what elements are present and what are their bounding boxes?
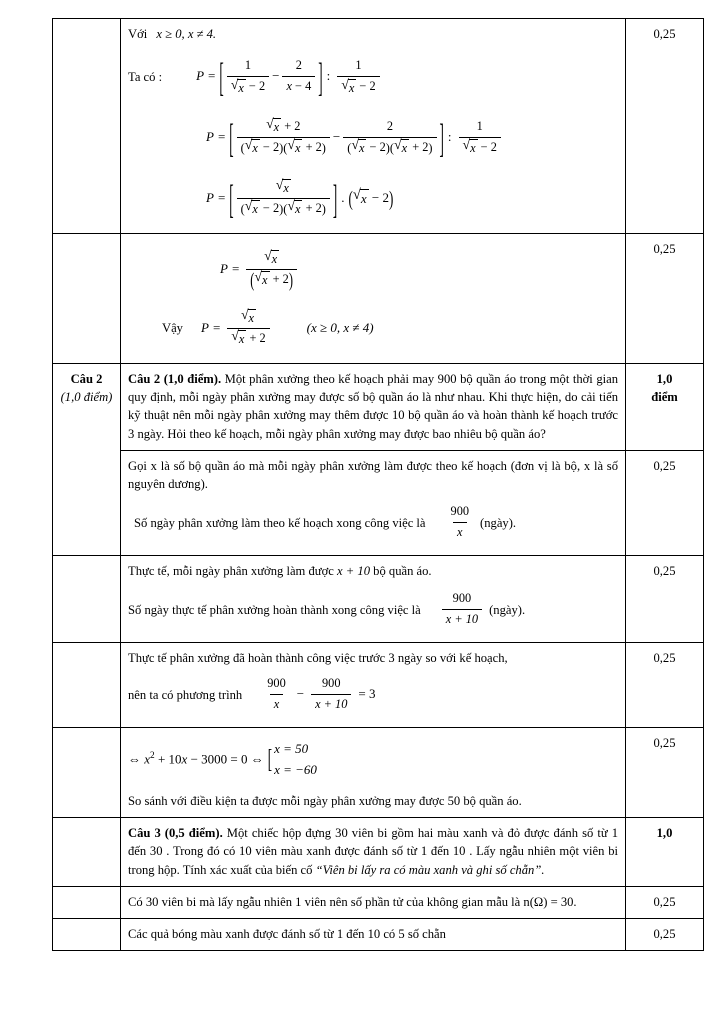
cau2-paragraph — [128, 370, 618, 443]
equation-5-condition: (x ≥ 0, x ≠ 4) — [306, 320, 374, 335]
row7-case-1: x = 50 — [274, 741, 309, 757]
row7-score-cell: 0,25 — [626, 728, 704, 818]
table-row — [53, 363, 704, 450]
row6-rhs: = 3 — [358, 686, 376, 702]
row6-eq-prefix: nên ta có phương trình — [128, 687, 243, 702]
row6-equation: nên ta có phương trình $\frac{900}{x}$ − $\frac{900}{x + 10}$ = 3 — [128, 675, 618, 714]
row4-score-cell: 0,25 — [626, 450, 704, 555]
answer-key-table — [52, 18, 704, 951]
table-row — [53, 728, 704, 818]
row4-line1: Gọi x là số bộ quần áo mà mỗi ngày phân xưởng làm được theo kế hoạch (đơn vị là bộ, x là số nguyên dương). — [128, 458, 618, 492]
table-row — [53, 556, 704, 643]
row5-body-cell — [121, 556, 626, 643]
row5-frac-num: 900 — [452, 591, 472, 606]
cau2-score-cell — [626, 363, 704, 450]
table-row — [53, 234, 704, 364]
row7-label-cell — [53, 728, 121, 818]
row6-frac2-den: x + 10 — [311, 694, 351, 714]
table-row — [53, 643, 704, 728]
row7-conclusion: So sánh với điều kiện ta được mỗi ngày phân xưởng may được 50 bộ quần áo. — [128, 793, 522, 808]
row6-body-cell — [121, 643, 626, 728]
row5-score-cell: 0,25 — [626, 556, 704, 643]
row4-line2-text: Số ngày phân xưởng làm theo kế hoạch xong công việc là — [134, 515, 426, 530]
table-row — [53, 19, 704, 234]
cau3-text-quote: “Viên bi lấy ra có màu xanh và ghi số chẵn”. — [315, 862, 545, 877]
row5-line2 — [128, 590, 618, 629]
cau2-label-cell — [53, 363, 121, 555]
cau3-label-cell — [53, 818, 121, 887]
row9-line1: Có 30 viên bi mà lấy ngẫu nhiên 1 viên nên số phần tử của không gian mẫu là n(Ω) = 30. — [128, 894, 577, 909]
row5-line2-unit: (ngày). — [489, 602, 526, 617]
row1-label-cell — [53, 19, 121, 234]
row7-eq-text: ⇔ $x^2 + 10x - 3000 = 0$ ⇔ — [128, 751, 264, 767]
cau3-body-cell — [121, 818, 626, 887]
condition-prefix: Với — [128, 27, 148, 41]
row4-frac-den: x — [453, 522, 466, 542]
table-row — [53, 919, 704, 951]
equation-4: P = √ x ( √ x + 2 ) — [128, 250, 618, 289]
row5-line2-text: Số ngày thực tế phân xưởng hoàn thành xong công việc là — [128, 602, 421, 617]
cau2-score-unit: điểm — [651, 390, 678, 405]
row6-frac2-num: 900 — [321, 676, 341, 691]
table-row — [53, 450, 704, 555]
row2-score-cell: 0,25 — [626, 234, 704, 364]
row5-label-cell — [53, 556, 121, 643]
condition-math: x ≥ 0, x ≠ 4. — [156, 27, 217, 41]
row9-body-cell — [121, 886, 626, 918]
row9-label-cell — [53, 886, 121, 918]
row6-frac1-den: x — [270, 694, 283, 714]
row10-score-cell: 0,25 — [626, 919, 704, 951]
equation-5: Vậy P = √ x √ x + 2 (x ≥ 0, x ≠ 4) — [162, 307, 374, 347]
cau2-body-cell — [121, 363, 626, 450]
cau2-text: Một phân xưởng theo kế hoạch phải may 900 bộ quần áo trong một thời gian quy định, mỗi ngày phân xưởng may được số bộ quần áo là như nhau. Khi thực hiện, do cải tiến kỹ thuật nên mỗi ngày phân xưởng may thêm được 10 bộ quần áo và hoàn thành kế hoạch trước 3 ngày. Hỏi theo kế hoạch, mỗi ngày phân xưởng may được bao nhiêu bộ quần áo? — [128, 371, 619, 441]
vay-label: Vậy — [162, 321, 183, 336]
row2-body-cell — [121, 234, 626, 364]
row4-line2 — [128, 503, 618, 542]
row10-body-cell — [121, 919, 626, 951]
row10-line1: Các quả bóng màu xanh được đánh số từ 1 đến 10 có 5 số chẵn — [128, 927, 446, 942]
row5-frac-den: x + 10 — [442, 609, 482, 629]
row10-label-cell — [53, 919, 121, 951]
row6-score-cell: 0,25 — [626, 643, 704, 728]
row7-equation — [128, 740, 618, 780]
cau3-text: Một chiếc hộp đựng 30 viên bi gồm hai màu xanh và đỏ được đánh số từ 1 đến 30 . Trong đó có 10 viên màu xanh được đánh số từ 1 đến 10 . Lấy ngẫu nhiên một viên bi trong hộp. Tính xác xuất của biến cố — [128, 826, 619, 877]
cau2-label-title: Câu 2 — [70, 371, 103, 386]
row7-case-system: [ x = 50 x = −60 — [268, 740, 317, 780]
row1-body-cell — [121, 19, 626, 234]
cau3-heading: Câu 3 (0,5 điểm). — [128, 826, 223, 841]
row5-line1 — [128, 562, 618, 580]
equation-3: P = [ √ x ( √ x − 2 ) ( √ x + 2 ) ] . ( √ x − 2 ) — [206, 175, 394, 222]
row7-body-cell — [121, 728, 626, 818]
table-row — [53, 818, 704, 887]
equation-1: Ta có : P = [ 1 √ x − 2 − $\frac{2}{x - 4}$ ] : 1 √ x − 2 — [128, 57, 618, 96]
equation-2: P = [ √ x + 2 ( √ x − 2 ) ( √ x + 2 ) − 2 ( √ x − 2 ) ( √ x + 2 ) ] : 1 √ x − 2 — [128, 118, 618, 157]
row4-line2-unit: (ngày). — [480, 515, 517, 530]
tacao-label: Ta có : — [128, 69, 163, 84]
condition-line — [128, 25, 618, 43]
row2-label-cell — [53, 234, 121, 364]
cau2-score-value: 1,0 — [656, 371, 673, 386]
row7-case-2: x = −60 — [274, 762, 317, 777]
row1-score-cell: 0,25 — [626, 19, 704, 234]
row4-frac-num: 900 — [450, 504, 470, 519]
row6-line1: Thực tế phân xưởng đã hoàn thành công việc trước 3 ngày so với kế hoạch, — [128, 651, 508, 666]
table-row — [53, 886, 704, 918]
row5-line1-math: x + 10 — [337, 564, 371, 579]
cau2-label-sub: (1,0 điểm) — [60, 390, 113, 405]
cau3-paragraph — [128, 824, 618, 879]
row6-label-cell — [53, 643, 121, 728]
row5-line1-tail: bộ quần áo. — [373, 564, 432, 579]
row5-line1-text: Thực tế, mỗi ngày phân xưởng làm được — [128, 564, 334, 579]
row9-score-cell: 0,25 — [626, 886, 704, 918]
cau2-heading: Câu 2 (1,0 điểm). — [128, 371, 222, 386]
cau3-score-cell: 1,0 — [626, 818, 704, 887]
row4-body-cell — [121, 450, 626, 555]
row6-frac1-num: 900 — [267, 676, 286, 691]
